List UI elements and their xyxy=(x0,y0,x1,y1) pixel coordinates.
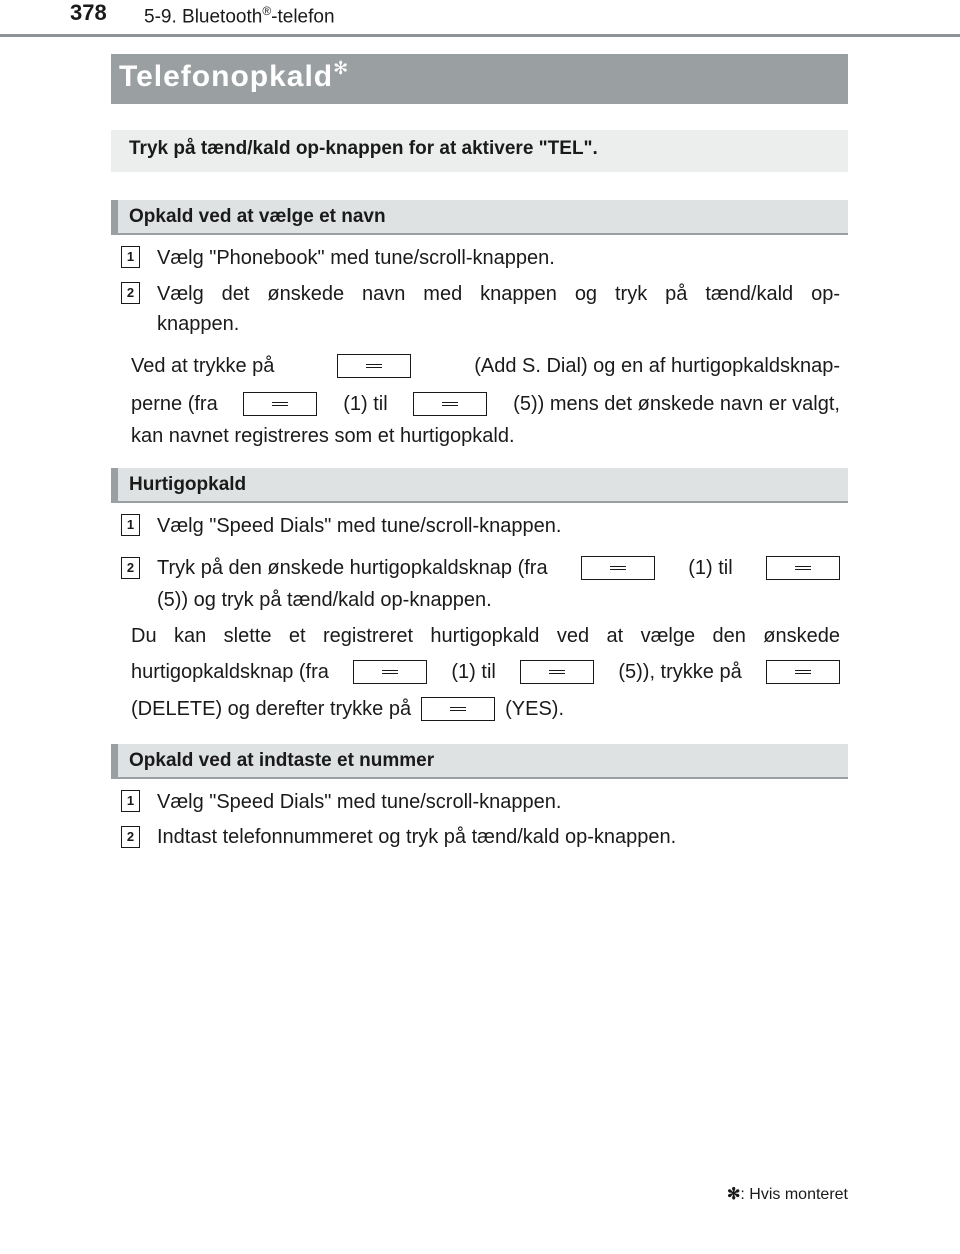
step-text-cont: (5)) og tryk på tænd/kald op-knappen. xyxy=(157,589,492,611)
heading-accent xyxy=(111,744,118,777)
step-text: Vælg "Speed Dials" med tune/scroll-knappen. xyxy=(157,791,562,813)
step-text: Tryk på den ønskede hurtigopkaldsknap (fra (1) til xyxy=(157,556,840,580)
step-text: Indtast telefonnummeret og tryk på tænd/kald op-knappen. xyxy=(157,826,677,848)
section-heading-number xyxy=(111,744,848,779)
intro-box xyxy=(111,130,848,172)
note-line: hurtigopkaldsknap (fra (1) til (5)), trykke på xyxy=(131,660,840,684)
step-text-cont: knappen. xyxy=(157,313,240,335)
section-heading-label: Opkald ved at indtaste et nummer xyxy=(129,750,435,771)
yes-button[interactable] xyxy=(421,697,495,721)
intro-text: Tryk på tænd/kald op-knappen for at aktivere "TEL". xyxy=(129,138,598,159)
optional-star-icon: ✻ xyxy=(333,58,350,78)
step-number: 2 xyxy=(121,826,140,848)
page-header xyxy=(0,0,960,40)
note-line: (DELETE) og derefter trykke på (YES). xyxy=(131,698,565,720)
section-heading-label: Hurtigopkald xyxy=(129,474,247,495)
note-line: Du kan slette et registreret hurtigopkald ved at vælge den ønskede xyxy=(131,625,840,647)
page-title: Telefonopkald✻ xyxy=(119,58,350,93)
footnote: ✻: Hvis monteret xyxy=(727,1186,848,1203)
section-heading-name xyxy=(111,200,848,235)
heading-accent xyxy=(111,468,118,501)
step-number: 2 xyxy=(121,557,140,579)
section-heading-label: Opkald ved at vælge et navn xyxy=(129,206,386,227)
note-line: kan navnet registreres som et hurtigopkald. xyxy=(131,425,515,447)
header-rule xyxy=(0,34,960,37)
heading-accent xyxy=(111,200,118,233)
note-line: perne (fra (1) til (5)) mens det ønskede navn er valgt, xyxy=(131,393,840,415)
delete-button[interactable] xyxy=(766,660,840,684)
section-heading-speed-dial xyxy=(111,468,848,503)
step-text: Vælg "Speed Dials" med tune/scroll-knappen. xyxy=(157,515,562,537)
step-number: 2 xyxy=(121,282,140,304)
note-line: Ved at trykke på (Add S. Dial) og en af hurtigopkaldsknap- xyxy=(131,355,840,377)
optional-star-icon: ✻ xyxy=(727,1186,741,1203)
page-title-bar xyxy=(111,54,848,104)
chapter-title: 5-9. Bluetooth®-telefon xyxy=(144,4,335,28)
speed-dial-5-button[interactable] xyxy=(766,556,840,580)
speed-dial-1-button[interactable] xyxy=(243,392,317,416)
speed-dial-1-button[interactable] xyxy=(581,556,655,580)
step-number: 1 xyxy=(121,790,140,812)
step-text: Vælg "Phonebook" med tune/scroll-knappen. xyxy=(157,247,555,269)
step-number: 1 xyxy=(121,246,140,268)
step-number: 1 xyxy=(121,514,140,536)
speed-dial-5-button[interactable] xyxy=(520,660,594,684)
speed-dial-1-button[interactable] xyxy=(353,660,427,684)
step-text: Vælg det ønskede navn med knappen og tryk på tænd/kald op- xyxy=(157,283,840,305)
add-speed-dial-button[interactable] xyxy=(337,354,411,378)
page-number: 378 xyxy=(70,0,107,25)
speed-dial-5-button[interactable] xyxy=(413,392,487,416)
